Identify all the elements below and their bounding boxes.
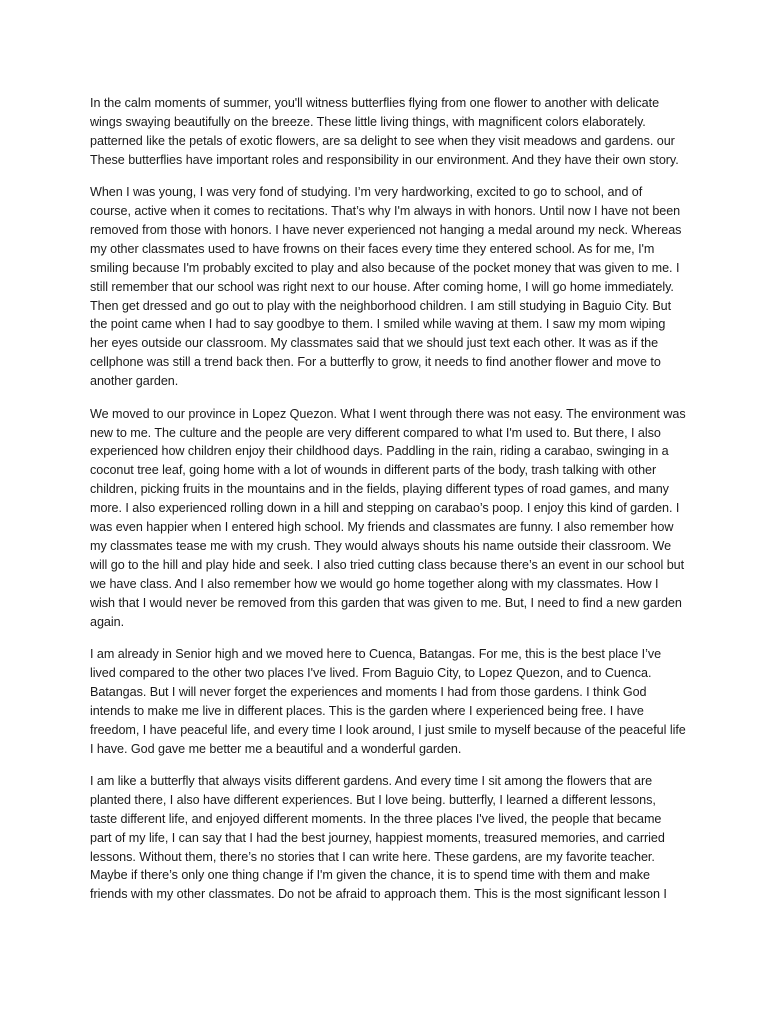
paragraph-5: I am like a butterfly that always visits different gardens. And every time I sit among the flowers that are planted there, I also have different experiences. But I love being. butterfly, I learned a different lessons, taste different life, and enjoyed different moments. In the three places I've lived, the people that became part of my life, I can say that I had the best journey, happiest moments, treasured memories, and carried lessons. Without them, there’s no stories that I can write here. These gardens, are my favorite teacher. Maybe if there’s only one thing change if I'm given the chance, it is to spend time with them and make friends with my other classmates. Do not be afraid to approach them. This is the most significant lesson I bbox=[90, 773, 667, 902]
document-page bbox=[90, 94, 686, 918]
paragraph-3: We moved to our province in Lopez Quezon. What I went through there was not easy. The environment was new to me. The culture and the people are very different compared to what I'm used to. But there, I also experienced how children enjoy their childhood days. Paddling in the rain, riding a carabao, swinging in a coconut tree leaf, going home with a lot of wounds in different parts of the body, trash talking with other children, picking fruits in the mountains and in the fields, playing different types of road games, and many more. I also experienced rolling down in a hill and stepping on carabao’s poop. I enjoy this kind of garden. I was even happier when I entered high school. My friends and classmates are funny. I also remember how my classmates tease me with my crush. They would always shouts his name outside their classroom. We will go to the hill and play hide and seek. I also tried cutting class because there’s an event in our school but we have class. And I also remember how we would go home together along with my classmates. How I wish that I would never be removed from this garden that was given to me. But, I need to find a new garden again. bbox=[90, 406, 686, 629]
paragraph-4: I am already in Senior high and we moved here to Cuenca, Batangas. For me, this is the best place I’ve lived compared to the other two places I've lived. From Baguio City, to Lopez Quezon, and to Cuenca. Batangas. But I will never forget the experiences and moments I had from those gardens. I think God intends to make me live in different places. This is the garden where I experienced being free. I have freedom, I have peaceful life, and every time I look around, I just smile to myself because of the peaceful life I have. God gave me better me a beautiful and a wonderful garden. bbox=[90, 646, 686, 756]
paragraph-1: In the calm moments of summer, you'll witness butterflies flying from one flower to another with delicate wings swaying beautifully on the breeze. These little living things, with magnificent colors elaborately. patterned like the petals of exotic flowers, are sa delight to see when they visit meadows and gardens. our These butterflies have important roles and responsibility in our environment. And they have their own story. bbox=[90, 96, 679, 167]
paragraph-2: When I was young, I was very fond of studying. I’m very hardworking, excited to go to school, and of course, active when it comes to recitations. That’s why I'm always in with honors. Until now I have not been removed from those with honors. I have never experienced not hanging a medal around my neck. Whereas my other classmates used to have frowns on their faces every time they entered school. As for me, I'm smiling because I'm probably excited to play and also because of the pocket money that was given to me. I still remember that our school was right next to our house. After coming home, I will go home immediately. Then get dressed and go out to play with the neighborhood children. I am still studying in Baguio City. But the point came when I had to say goodbye to them. I smiled while waving at them. I saw my mom wiping her eyes outside our classroom. My classmates said that we should just text each other. It was as if the cellphone was still a trend back then. For a butterfly to grow, it needs to find another flower and move to another garden. bbox=[90, 185, 682, 389]
